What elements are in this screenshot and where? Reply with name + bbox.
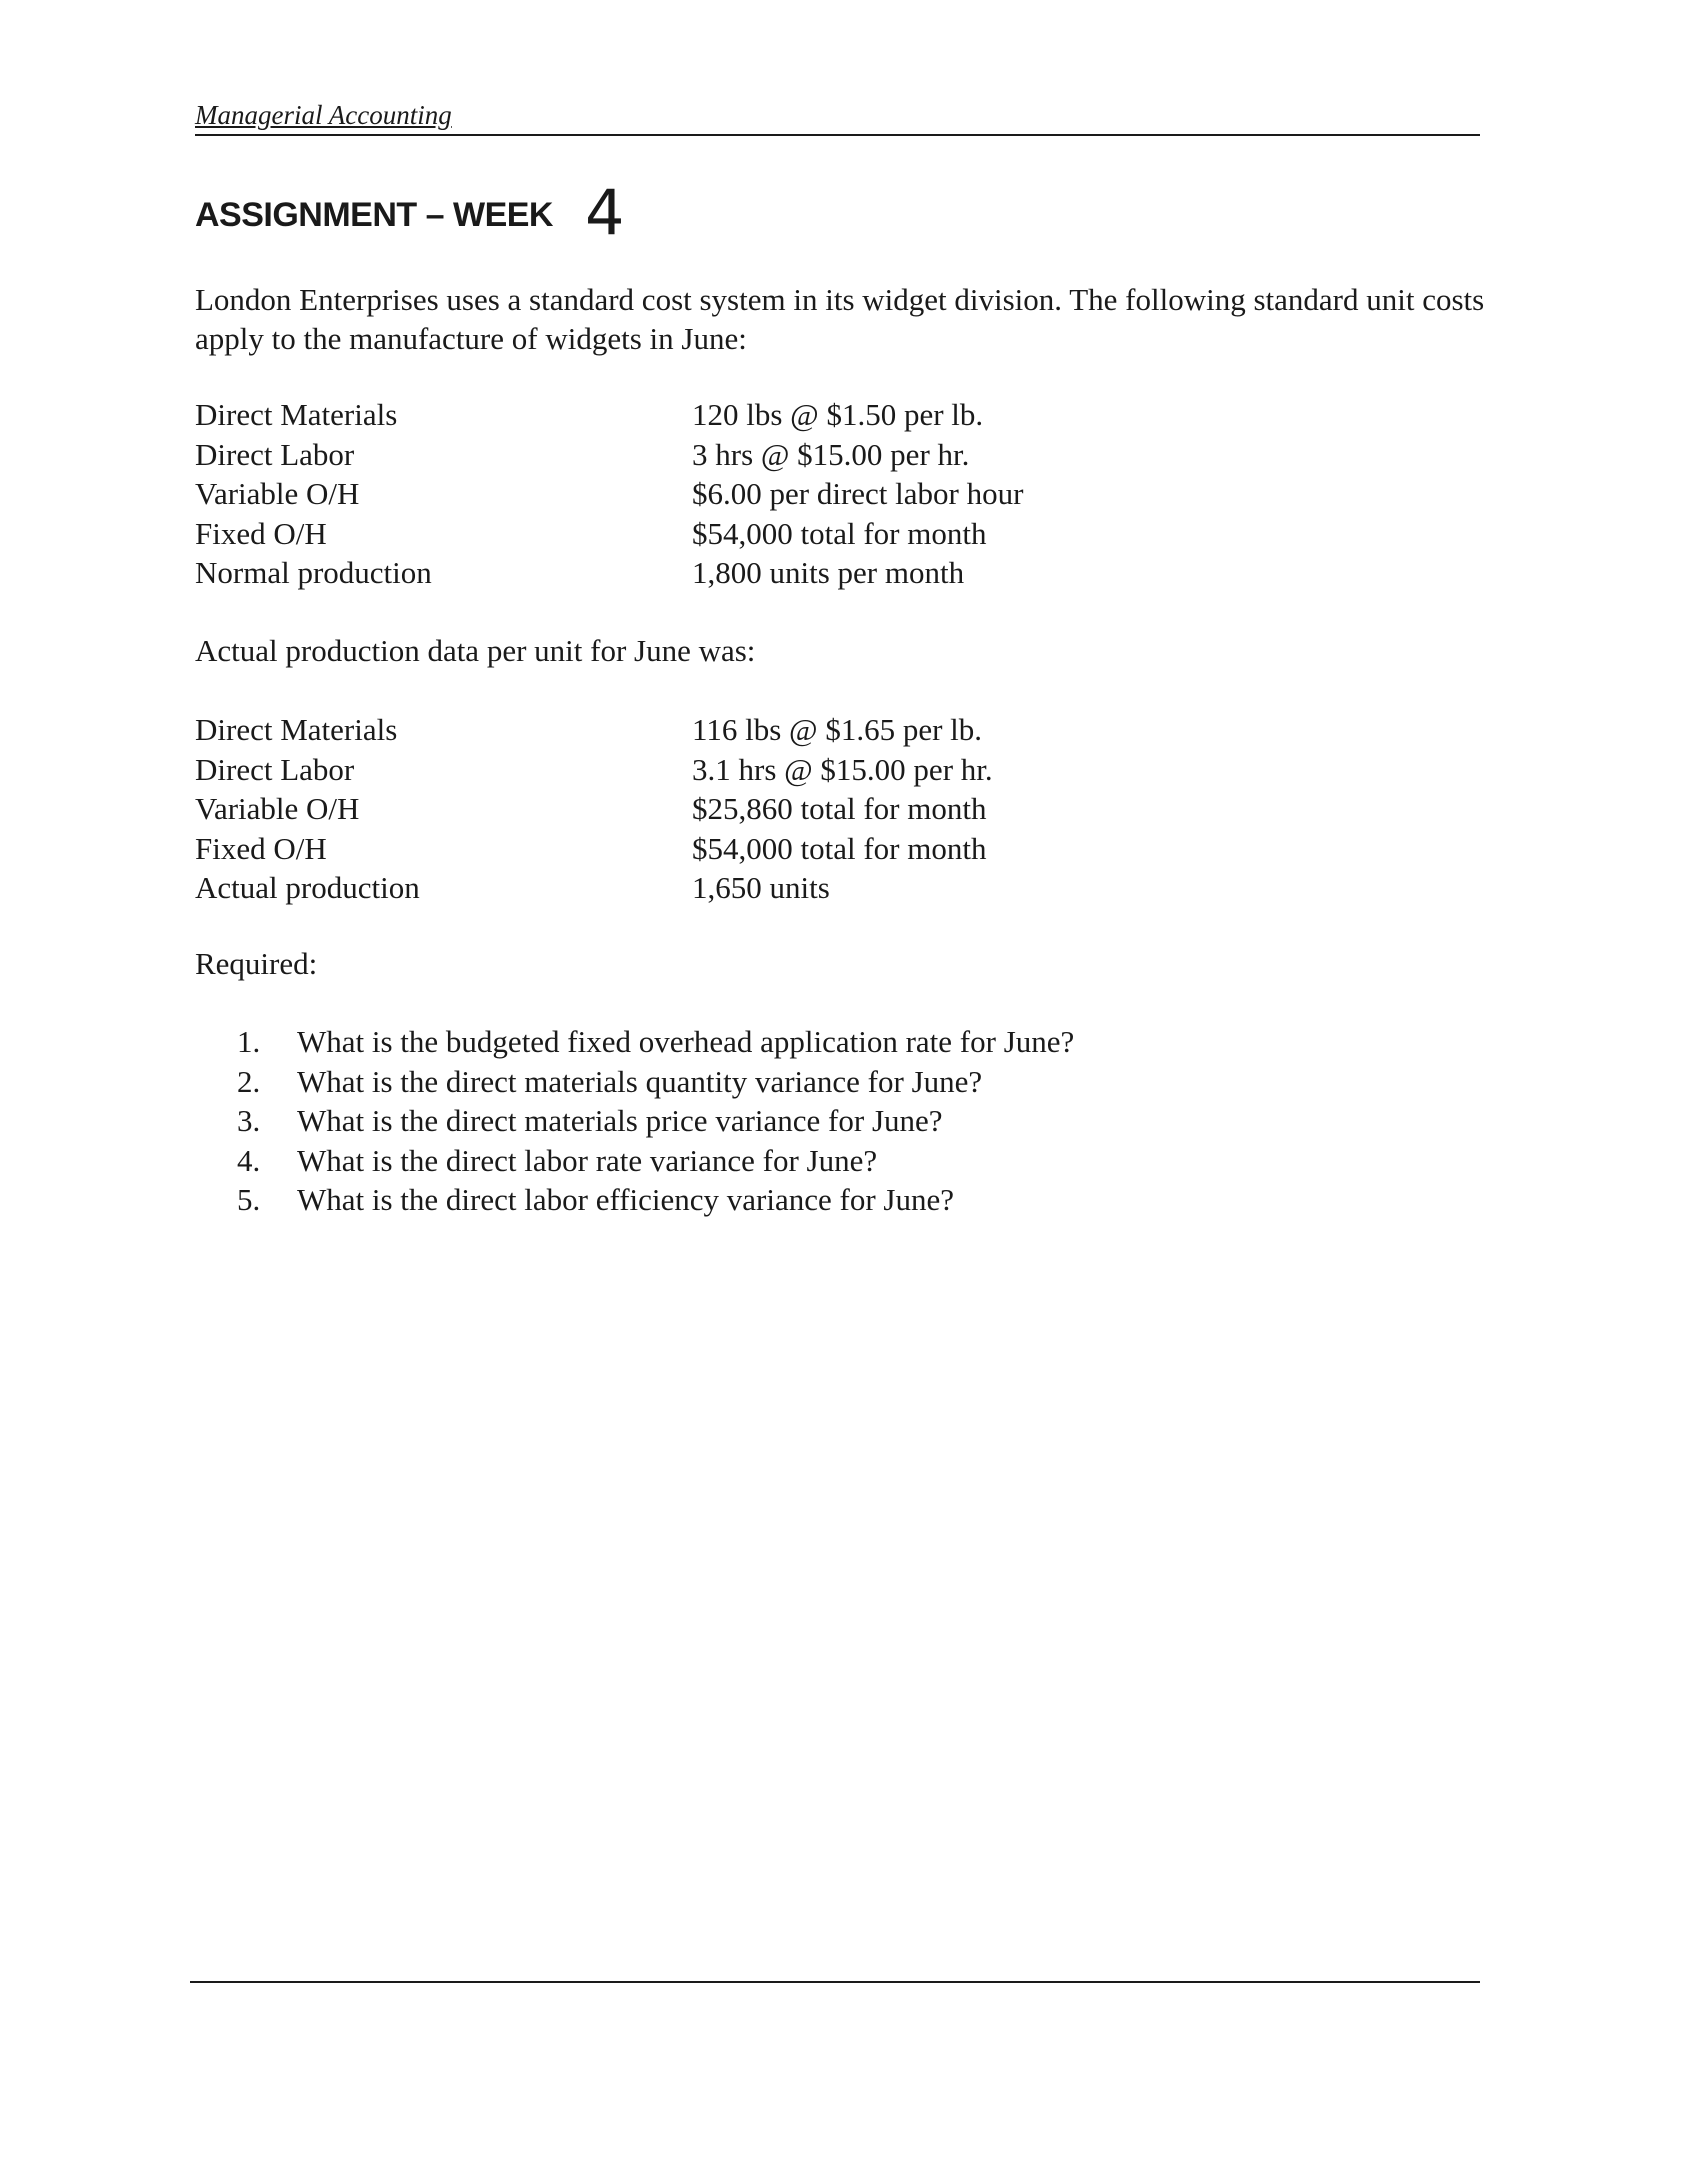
- header-divider: [195, 134, 1480, 136]
- footer-divider: [190, 1981, 1480, 1983]
- actual-value: 3.1 hrs @ $15.00 per hr.: [692, 751, 993, 787]
- list-item: [237, 1024, 1074, 1064]
- actual-data-table: [195, 712, 993, 910]
- intro-paragraph: London Enterprises uses a standard cost system in its widget division. The following standard unit costs apply to the manufacture of widgets in June:: [195, 282, 1485, 356]
- cost-label: Direct Materials: [195, 397, 398, 432]
- cost-label: Direct Labor: [195, 436, 355, 472]
- table-row: [195, 791, 993, 831]
- table-row: [195, 870, 993, 910]
- list-item: [237, 1103, 1074, 1143]
- cost-value: $6.00 per direct labor hour: [692, 476, 1024, 511]
- questions-list: [237, 1024, 1074, 1222]
- list-item: [237, 1143, 1074, 1183]
- standard-costs-table: [195, 397, 1023, 595]
- question-text: What is the direct materials quantity variance for June?: [297, 1063, 983, 1099]
- actual-label: Actual production: [195, 870, 420, 905]
- cost-value: $54,000 total for month: [692, 515, 987, 551]
- assignment-title: ASSIGNMENT – WEEK: [195, 196, 553, 234]
- course-header: Managerial Accounting: [195, 100, 452, 130]
- table-row: [195, 516, 1023, 556]
- question-text: What is the direct labor rate variance for June?: [297, 1142, 878, 1178]
- cost-value: 1,800 units per month: [692, 555, 965, 590]
- table-row: [195, 555, 1023, 595]
- actual-value: 116 lbs @ $1.65 per lb.: [692, 712, 983, 747]
- actual-label: Fixed O/H: [195, 830, 327, 866]
- actual-value: 1,650 units: [692, 870, 830, 905]
- actual-label: Variable O/H: [195, 791, 360, 826]
- question-text: What is the budgeted fixed overhead application rate for June?: [297, 1024, 1075, 1059]
- table-row: [195, 752, 993, 792]
- question-number: 4.: [237, 1142, 261, 1178]
- question-number: 1.: [237, 1024, 261, 1059]
- actual-label: Direct Labor: [195, 751, 355, 787]
- question-number: 3.: [237, 1103, 261, 1138]
- cost-value: 3 hrs @ $15.00 per hr.: [692, 436, 970, 472]
- handwritten-week-number: 4: [585, 176, 625, 249]
- cost-label: Fixed O/H: [195, 515, 327, 551]
- question-text: What is the direct materials price variance for June?: [297, 1103, 943, 1138]
- question-number: 2.: [237, 1063, 261, 1099]
- question-text: What is the direct labor efficiency variance for June?: [297, 1182, 954, 1217]
- table-row: [195, 397, 1023, 437]
- table-row: [195, 712, 993, 752]
- table-row: [195, 476, 1023, 516]
- question-number: 5.: [237, 1182, 261, 1217]
- actual-data-intro: Actual production data per unit for June was:: [195, 633, 756, 668]
- cost-label: Variable O/H: [195, 476, 360, 511]
- actual-value: $54,000 total for month: [692, 830, 987, 866]
- required-heading: Required:: [195, 946, 318, 981]
- actual-value: $25,860 total for month: [692, 791, 987, 826]
- table-row: [195, 437, 1023, 477]
- table-row: [195, 831, 993, 871]
- cost-label: Normal production: [195, 555, 432, 590]
- actual-label: Direct Materials: [195, 712, 398, 747]
- cost-value: 120 lbs @ $1.50 per lb.: [692, 397, 984, 432]
- list-item: [237, 1182, 1074, 1222]
- list-item: [237, 1064, 1074, 1104]
